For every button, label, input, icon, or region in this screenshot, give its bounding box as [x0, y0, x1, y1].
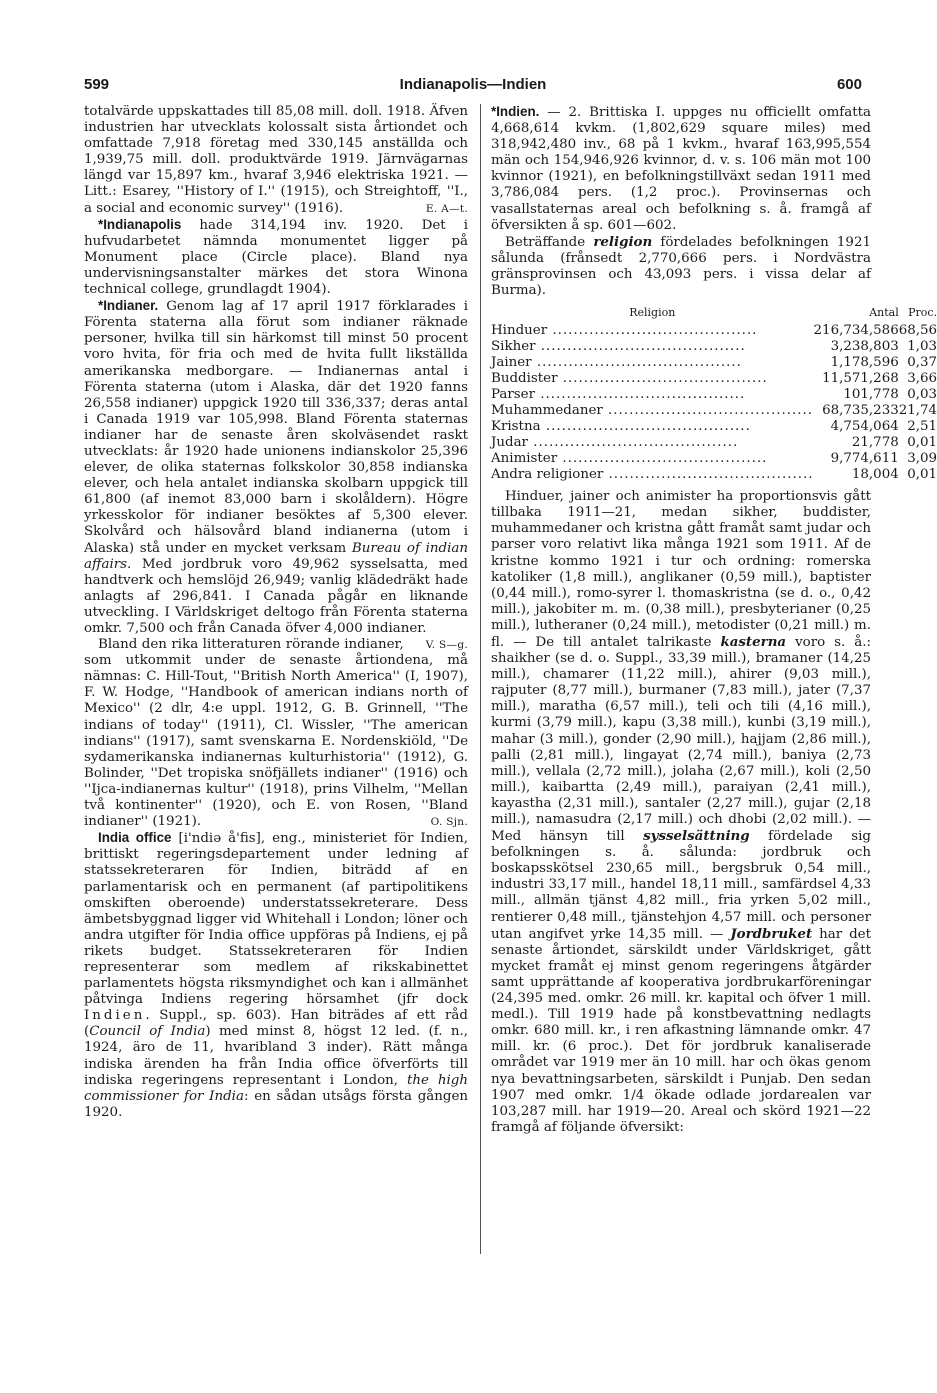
religion-count: 101,778: [843, 387, 899, 403]
entry-indianapolis: [84, 217, 468, 298]
italic-term: religion: [593, 233, 653, 250]
right-page-number: 600: [836, 76, 862, 93]
paragraph-text: voro s. å.: shaikher (se d. o. Suppl., 33,39 mill.), bramaner (14,25 mill.), chamarer (11,22 mill.), ahirer (9,03 mill.), rajputer (8,77 mill.), burmaner (7,83 mill.), jater (7,37 mill.), maratha (6,57 mill.), teli och tili (4,16 mill.), kurmi (3,79 mill.), kapu (3,38 mill.), kunbi (3,19 mill.), mahar (3 mill.), gonder (2,90 mill.), hajjam (2,86 mill.), palli (2,81 mill.), lingayat (2,74 mill.), baniya (2,73 mill.), vellala (2,72 mill.), jolaha (2,67 mill.), koli (2,50 mill.), kaibartta (2,49 mill.), paraiyan (2,41 mill.), kayastha (2,31 mill.), santaler (2,27 mill.), gujar (2,18 mill.), namasudra (2,17 mill.) och dhobi (2,02 mill.). — Med hänsyn till: [491, 634, 871, 845]
religion-name: Sikher .....: [491, 339, 814, 355]
religion-table: [491, 303, 937, 483]
table-row: [491, 403, 937, 419]
religion-percent: 0,01: [907, 467, 937, 483]
table-row: [491, 419, 937, 435]
author-signature: V. S—g.: [425, 639, 468, 652]
entry-text: hade 314,194 inv. 1920. Det i hufvudarbetet nämnda monumentet ligger på Monument place (Circle place). Bland nya undervisningsanstalter märkes det stora Winona technical college, grundlagdt 1904).: [84, 217, 468, 298]
entry-text: : en sådan utsågs första gången 1920.: [84, 1088, 468, 1120]
religion-name: Animister .....: [491, 451, 814, 467]
entry-text: [i'ndiə å'fis], eng., ministeriet för Indien, brittiskt regeringsdepartement under ledning af statssekreteraren för Indien, biträdd af en parlamentarisk och en permanent (af partipolitikens omskiften oberoende) understatssekreterare. Dess ämbetsbyggnad ligger vid Whitehall i London; löner och andra utgifter för India office uppföras på Indiens, ej på rikets budget. Statssekreteraren för Indien representerar som medlem af rikskabinettet parlamentets högsta riksmyndighet och kan i allmänhet påtvinga Indiens regering hörsamhet (jfr dock: [84, 831, 468, 1008]
table-row: [491, 387, 937, 403]
religion-count: 4,754,064: [830, 419, 899, 435]
italic-term: Jordbruket: [730, 925, 813, 942]
religion-percent: 1,03: [907, 339, 937, 355]
table-row: [491, 467, 937, 483]
italic-term: the high commissioner for India: [84, 1072, 468, 1104]
author-signature: E. A—t.: [425, 202, 468, 215]
religion-percent: 3,09: [907, 451, 937, 467]
religion-name: Hinduer .....: [491, 323, 814, 339]
table-row: [491, 355, 937, 371]
religion-count: 1,178,596: [830, 355, 899, 371]
religion-name: Kristna .....: [491, 419, 814, 435]
religion-percent: 21,74: [898, 403, 937, 419]
paragraph-text: har det senaste årtiondet, särskildt under Världskriget, gått mycket framåt ej minst genom regeringens åtgärder samt upprättande af kooperativa jordbrukarföreningar (24,395 med. omkr. 26 mill. kr. kapital och öfver 1 mill. medl.). Till 1919 hade på konstbevattning nedlagts omkr. 680 mill. kr., i ren afkastning lämnande omkr. 47 mill. kr. (6 proc.). Det för jordbruk kanaliserade området var 1919 mer än 10 mill. har och ökas genom nya bevattningsarbeten, särskildt i Punjab. Den sedan 1907 med omkr. 1/4 ökade odlade jordarealen var 103,287 mill. har 1919—20. Areal och skörd 1921—22 framgå af följande öfversikt:: [491, 926, 871, 1135]
religion-name: Jainer .....: [491, 355, 814, 371]
italic-term: Bureau of indian affairs.: [84, 540, 468, 572]
paragraph-text: Beträffande: [505, 234, 594, 250]
entry-indianer: [84, 298, 468, 652]
religion-percent: 3,66: [907, 371, 937, 387]
religion-percent: 68,56: [898, 323, 937, 339]
column-header-proc: Proc.: [908, 306, 937, 320]
italic-term: Council of India: [89, 1024, 206, 1040]
religion-percent: 0,01: [907, 435, 937, 451]
paragraph-text: Bland den rika litteraturen rörande indianer, som utkommit under de senaste årtiondena, må nämnas: C. Hill-Tout, ''British North America'' (I, 1907), F. W. Hodge, ''Handbook of american indians north of Mexico'' (2 dlr, 4:e uppl. 1912, G. B. Grinnell, ''The indians of today'' (1911), Cl. Wissler, ''The american indians'' (1917), samt svenskarna E. Nordenskiöld, ''De sydamerikanska indianernas kulturhistoria'' (1912), G. Bolinder, ''Det tropiska snöfjällets indianer'' (1916) och ''Ijca-indianernas kultur'' (1918), prins Vilhelm, ''Mellan två kontinenter'' (1920), och E. von Rosen, ''Bland indianer'' (1921).: [84, 637, 468, 830]
religion-percent: 0,37: [907, 355, 937, 371]
table-row: [491, 323, 937, 339]
entry-text: Genom lag af 17 april 1917 förklarades i Förenta staterna alla förut som indianer räknade personer, hvilka till sin härkomst till minst 50 procent voro hvita, för fria och med de hvita fullt likställda amerikanska medborgare. — Indianernas antal i Förenta staterna (utom i Alaska, där det 1920 fanns 26,558 indianer) uppgick 1920 till 336,337; deras antal i Canada 1919 var 105,998. Bland Förenta staternas indianer har de senaste åren skolväsendet raskt utvecklats: år 1920 hade unionens indianskolor 25,396 elever, de olika staternas folkskolor 30,858 indianska elever, och hela antalet indianska skolbarn uppgick till 61,800 (af inemot 83,000 barn i skolåldern). Högre yrkesskolor för indianer besöktes af 5,300 elever. Skolvård och hälsovård bland indianerna (utom i Alaska) stå under en mycket verksam: [84, 299, 468, 556]
table-body: [491, 323, 937, 483]
religion-percent: 2,51: [907, 419, 937, 435]
paragraph-text: fördelades befolkningen 1921 sålunda (frånsedt 2,770,666 pers. i Nordvästra gränsprovinsen och 43,093 pers. i vissa delar af Burma).: [491, 234, 871, 299]
paragraph-text: totalvärde uppskattades till 85,08 mill. doll. 1918. Äfven industrien har utvecklats kolossalt sista årtiondet och omfattade 7,918 företag med 330,145 anställda och 1,939,75 mill. doll. produktvärde 1919. Järnvägarnas längd var 15,897 km., hvaraf 3,946 elektriska 1921. — Litt.: Esarey, ''History of I.'' (1915), och Streightoff, ''I., a social and economic survey'' (1916).: [84, 104, 468, 216]
religion-percent: 0,03: [907, 387, 937, 403]
religion-count: 3,238,803: [830, 339, 899, 355]
right-column: [491, 104, 937, 1136]
headword: *Indianapolis: [98, 216, 182, 232]
headword: India office: [98, 830, 172, 846]
entry-text: ) med minst 8, högst 12 led. (f. n., 1924, äro de 11, hvaribland 3 inder). Rätt många indiska ärenden ha från India office öfverförts till indiska regeringens representant i London,: [84, 1024, 468, 1088]
spaced-reference: Indien: [84, 1008, 146, 1024]
religion-name: Muhammedaner .....: [491, 403, 814, 419]
table-row: [491, 435, 937, 451]
italic-term: kasterna: [720, 633, 787, 650]
page-header: [84, 76, 862, 98]
paragraph-literature: [84, 637, 468, 830]
entry-indien: [491, 104, 871, 234]
religion-count: 9,774,611: [830, 451, 899, 467]
religion-count: 216,734,586: [813, 323, 899, 339]
column-divider: [480, 104, 481, 1254]
italic-term: sysselsättning: [643, 828, 750, 845]
table-row: [491, 339, 937, 355]
headword: *Indianer.: [98, 298, 159, 314]
author-signature: O. Sjn.: [430, 816, 468, 829]
left-column: [84, 104, 468, 1121]
religion-count: 11,571,268: [822, 371, 899, 387]
paragraph-castes-occupations: [491, 489, 871, 1136]
paragraph-indiana-cont: [84, 104, 468, 217]
paragraph-text: Hinduer, jainer och animister ha proportionsvis gått tillbaka 1911—21, medan sikher, buddister, muhammedaner och kristna gått framåt samt judar och parser voro relativt lika många 1921 som 1911. Af de kristne kommo 1921 i tur och ordning: romerska katoliker (1,8 mill.), anglikaner (0,59 mill.), baptister (0,44 mill.), romo-syrer l. thomaskristna (se d. o., 0,42 mill.), jakobiter m. m. (0,38 mill.), presbyterianer (0,25 mill.), lutheraner (0,24 mill.), metodister (0,21 mill.) m. fl. — De till antalet talrikaste: [491, 489, 871, 650]
running-title: Indianapolis—Indien: [399, 76, 547, 93]
religion-count: 68,735,233: [822, 403, 899, 419]
religion-count: 21,778: [851, 435, 899, 451]
column-header-religion: Religion: [629, 306, 676, 320]
paragraph-religion: [491, 234, 871, 299]
entry-text: — 2. Brittiska I. uppges nu officiellt omfatta 4,668,614 kvkm. (1,802,629 square miles) med 318,942,480 inv., 68 på 1 kvkm., hvaraf 163,995,554 män och 154,946,926 kvinnor, d. v. s. 106 män mot 100 kvinnor (1921), en befolkningstillväxt sedan 1911 med 3,786,084 pers. (1,2 proc.). Provinsernas och vasallstaternas areal och befolkning s. å. framgå af öfversikten å sp. 601—602.: [491, 105, 871, 233]
entry-india-office: [84, 830, 468, 1121]
table-header-row: [491, 303, 937, 323]
religion-name: Andra religioner .....: [491, 467, 814, 483]
entry-text: Med jordbruk voro 49,962 sysselsatta, med handtverk och hemslöjd 26,949; vanlig klädedräkt hade anlagts af 296,841. I Canada pågår en liknande utveckling. I Världskriget deltogo från Förenta staterna omkr. 7,500 och från Canada öfver 4,000 indianer.: [84, 556, 468, 636]
entry-text: . Suppl., sp. 603). Han biträdes af ett råd (: [84, 1008, 468, 1040]
paragraph-text: fördelade sig befolkningen s. å. sålunda: jordbruk och boskapsskötsel 230,65 mill., bergsbruk 0,54 mill., industri 33,17 mill., handel 18,11 mill., samfärdsel 4,33 mill., allmän tjänst 4,82 mill., fria yrken 5,02 mill., rentierer 0,48 mill., tjänstehjon 4,57 mill. och personer utan angifvet yrke 14,35 mill. —: [491, 829, 871, 942]
religion-name: Buddister .....: [491, 371, 814, 387]
religion-name: Judar .....: [491, 435, 814, 451]
column-header-antal: Antal: [869, 306, 899, 320]
religion-name: Parser .....: [491, 387, 814, 403]
religion-count: 18,004: [851, 467, 899, 483]
headword: *Indien.: [491, 104, 540, 119]
table-row: [491, 371, 937, 387]
table-row: [491, 451, 937, 467]
left-page-number: 599: [84, 76, 110, 93]
